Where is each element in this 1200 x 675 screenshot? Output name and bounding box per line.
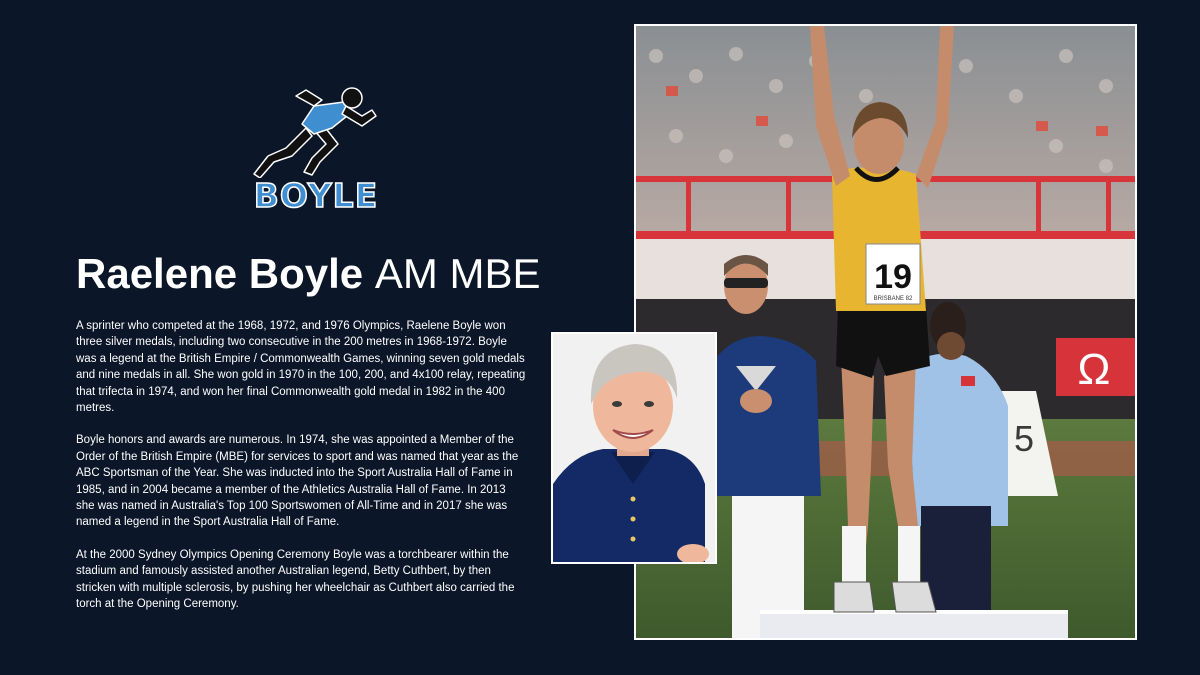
bib-number: 19 <box>874 258 912 296</box>
biography <box>76 318 526 629</box>
logo-wordmark: BOYLE <box>253 176 379 215</box>
boyle-logo <box>248 78 384 220</box>
bio-paragraph-honors: Boyle honors and awards are numerous. In 1974, she was appointed a Member of the Order of the British Empire (MBE) for services to sport and was named that year as the ABC Sportsman of the Year. She was inducted into the Sport Australia Hall of Fame in 1985, and in 2004 became a member of the Athletics Australia Hall of Fame. In 2013 she was named in Australia's Top 100 Sportswomen of All-Time and in 2017 she was named a legend in the Sport Australia Hall of Fame. <box>76 434 519 529</box>
svg-text:Ω: Ω <box>1077 345 1111 394</box>
bio-paragraph-sydney: At the 2000 Sydney Olympics Opening Ceremony Boyle was a torchbearer within the stadium and famously assisted another Australian legend, Betty Cuthbert, by then stricken with multiple sclerosis, by pushing her wheelchair as Cuthbert also carried the torch at the Opening Ceremony. <box>76 548 515 611</box>
portrait-photo <box>551 332 717 564</box>
bib-caption: BRISBANE 82 <box>873 296 913 302</box>
athlete-name: Raelene Boyle <box>76 250 364 297</box>
athlete-honors: AM MBE <box>374 250 541 297</box>
sprinter-icon <box>248 78 384 178</box>
page-title <box>76 250 541 298</box>
track-sign-number: 5 <box>1013 418 1035 459</box>
bio-paragraph-olympics: A sprinter who competed at the 1968, 1972, and 1976 Olympics, Raelene Boyle won three silver medals, including two consecutive in the 200 metres in 1968-1972. Boyle was a legend at the British Empire / Commonwealth Games, winning seven gold medals and nine medals in all. She won gold in 1970 in the 100, 200, and 4x100 relay, repeating that trifecta in 1974, and won her final Commonwealth gold medal in 1982 in the 400 metres. <box>76 320 526 415</box>
